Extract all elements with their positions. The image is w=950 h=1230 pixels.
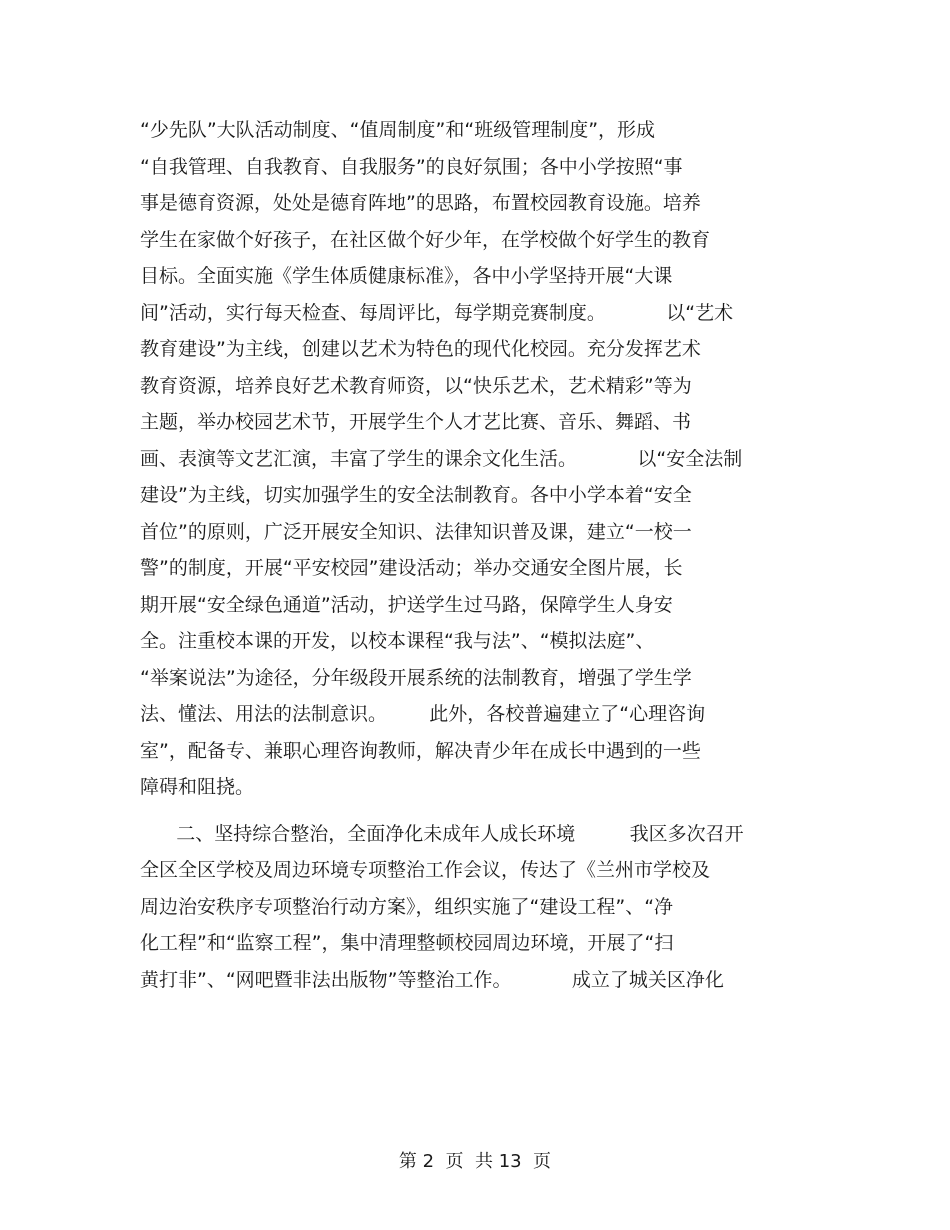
- text-line: 事是德育资源，处处是德育阵地”的思路，布置校园教育设施。培养: [140, 192, 701, 214]
- text-line: 全。注重校本课的开发，以校本课程“我与法”、“模拟法庭”、: [140, 630, 655, 652]
- text-line: 黄打非”、“网吧暨非法出版物”等整治工作。 成立了城关区净化: [140, 968, 724, 991]
- text-line: 主题，举办校园艺术节，开展学生个人才艺比赛、音乐、舞蹈、书: [140, 411, 692, 433]
- body-text: [140, 112, 800, 998]
- text-line: “举案说法”为途径，分年级段开展系统的法制教育，增强了学生学: [140, 666, 692, 689]
- text-line: 障碍和阻挠。: [140, 776, 255, 798]
- text-line: 全区全区学校及周边环境专项整治工作会议，传达了《兰州市学校及: [140, 859, 711, 881]
- text-line: 间”活动，实行每天检查、每周评比，每学期竞赛制度。 以“艺术: [140, 301, 734, 324]
- text-line: 室”，配备专、兼职心理咨询教师，解决青少年在成长中遇到的一些: [140, 739, 701, 762]
- text-line: 教育资源，培养良好艺术教育师资，以“快乐艺术，艺术精彩”等为: [140, 374, 692, 397]
- page-number-footer: 第 2 页 共 13 页: [398, 1151, 552, 1172]
- section-heading-line: 二、坚持综合整治，全面净化未成年人成长环境 我区多次召开: [140, 822, 744, 845]
- text-line: 法、懂法、用法的法制意识。 此外，各校普遍建立了“心理咨询: [140, 703, 706, 725]
- text-line: 画、表演等文艺汇演，丰富了学生的课余文化生活。 以“安全法制: [140, 447, 743, 470]
- text-line: “少先队”大队活动制度、“值周制度”和“班级管理制度”，形成: [140, 119, 656, 141]
- text-line: 化工程”和“监察工程”，集中清理整顿校园周边环境，开展了“扫: [140, 932, 674, 954]
- text-line: 学生在家做个好孩子，在社区做个好少年，在学校做个好学生的教育: [140, 228, 711, 251]
- text-line: 建设”为主线，切实加强学生的安全法制教育。各中小学本着“安全: [140, 484, 692, 506]
- text-line: 教育建设”为主线，创建以艺术为特色的现代化校园。充分发挥艺术: [140, 338, 701, 360]
- text-line: 目标。全面实施《学生体质健康标准》，各中小学坚持开展“大课: [140, 265, 673, 287]
- text-line: 期开展“安全绿色通道”活动，护送学生过马路，保障学生人身安: [140, 593, 673, 616]
- text-line: “自我管理、自我教育、自我服务”的良好氛围；各中小学按照“事: [140, 155, 683, 178]
- text-line: 周边治安秩序专项整治行动方案》，组织实施了“建设工程”、“净: [140, 895, 674, 918]
- text-line: 首位”的原则，广泛开展安全知识、法律知识普及课，建立“一校一: [140, 520, 692, 543]
- text-line: 警”的制度，开展“平安校园”建设活动；举办交通安全图片展，长: [140, 557, 683, 579]
